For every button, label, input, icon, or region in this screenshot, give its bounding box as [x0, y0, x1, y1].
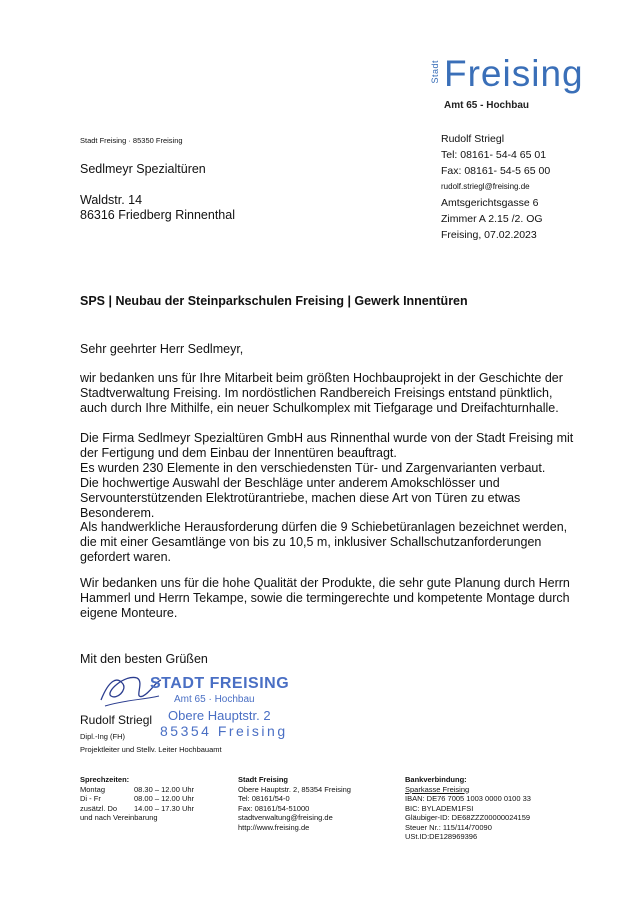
- paragraph-2a: Die Firma Sedlmeyr Spezialtüren GmbH aus Rinnenthal wurde von der Stadt Freising mit der Fertigung und dem Einbau der Innentüren beauftragt.: [80, 431, 574, 460]
- hours-day: Montag: [80, 784, 106, 794]
- hours-row: [80, 794, 194, 804]
- bank-vat-id: USt.ID:DE128969396: [405, 832, 478, 841]
- paragraph-1: wir bedanken uns für Ihre Mitarbeit beim größten Hochbauprojekt in der Geschichte der Stadtverwaltung Freising. Im nordöstlichen Randbereich Freisings entstand pünktlich, auch durch Ihre Mithilfe, ein neuer Schulkomplex mit Tiefgarage und Dreifachturnhalle.: [80, 371, 563, 415]
- contact-name: Rudolf Striegl: [441, 133, 505, 145]
- logo-department: Amt 65 - Hochbau: [444, 100, 530, 111]
- stamp-department: Amt 65 · Hochbau: [174, 694, 255, 705]
- city-fax: Fax: 08161/54-51000: [238, 803, 310, 813]
- stamp-city: 85354 Freising: [160, 723, 288, 739]
- hours-time: 08.30 – 12.00 Uhr: [134, 784, 195, 794]
- hours-row: [80, 804, 194, 814]
- bank-heading: Bankverbindung:: [405, 775, 467, 784]
- letter-date: Freising, 07.02.2023: [441, 229, 537, 241]
- logo-wordmark: Freising: [444, 53, 584, 94]
- recipient-city: 86316 Friedberg Rinnenthal: [80, 208, 235, 222]
- recipient-street: Waldstr. 14: [80, 193, 143, 207]
- city-email[interactable]: stadtverwaltung@freising.de: [238, 813, 333, 822]
- signer-title: Dipl.-Ing (FH): [80, 732, 126, 741]
- footer-office-hours: [80, 775, 194, 823]
- paragraph-2b: Es wurden 230 Elemente in den verschiedensten Tür- und Zargenvarianten verbaut.: [80, 461, 546, 475]
- hours-note: und nach Vereinbarung: [80, 813, 158, 822]
- signer-role: Projektleiter und Stellv. Leiter Hochbauamt: [80, 745, 222, 754]
- footer-city-info: [238, 775, 351, 832]
- contact-block: [441, 131, 550, 243]
- hours-time: 14.00 – 17.30 Uhr: [134, 803, 195, 813]
- hours-time: 08.00 – 12.00 Uhr: [134, 794, 195, 803]
- bank-name: Sparkasse Freising: [405, 784, 470, 794]
- signer-name: Rudolf Striegl: [80, 713, 153, 727]
- hours-heading: Sprechzeiten:: [80, 775, 130, 784]
- contact-address: Amtsgerichtsgasse 6: [441, 197, 539, 209]
- closing: Mit den besten Grüßen: [80, 652, 208, 666]
- contact-email[interactable]: rudolf.striegl@freising.de: [441, 182, 530, 191]
- city-logo: [430, 52, 615, 122]
- salutation: Sehr geehrter Herr Sedlmeyr,: [80, 342, 244, 356]
- paragraph-2d: Als handwerkliche Herausforderung dürfen die 9 Schiebetüranlagen bezeichnet werden, die mit einer Gesamtlänge von bis zu 10,5 m, inklusiver Schallschutzanforderungen gefordert waren.: [80, 520, 568, 564]
- paragraph-2c: Die hochwertige Auswahl der Beschläge unter anderem Amokschlösser und Servounterstützenden Elektrotürantriebe, machen diese Art von Türen zu etwas Besonderem.: [80, 476, 521, 520]
- logo-stadt-text: Stadt: [430, 60, 440, 84]
- footer-bank-info: [405, 775, 531, 842]
- stamp-street: Obere Hauptstr. 2: [168, 708, 271, 723]
- contact-tel: Tel: 08161- 54-4 65 01: [441, 149, 547, 161]
- hours-row: [80, 785, 194, 795]
- bank-tax-number: Steuer Nr.: 115/114/70090: [405, 822, 492, 832]
- contact-fax: Fax: 08161- 54-5 65 00: [441, 165, 551, 177]
- sender-return-line: Stadt Freising · 85350 Freising: [80, 136, 183, 145]
- stamp-title: STADT FREISING: [150, 675, 290, 692]
- recipient-name: Sedlmeyr Spezialtüren: [80, 162, 206, 176]
- bank-bic: BIC: BYLADEM1FSI: [405, 803, 474, 813]
- city-tel: Tel: 08161/54-0: [238, 794, 290, 803]
- paragraph-3: Wir bedanken uns für die hohe Qualität der Produkte, die sehr gute Planung durch Herrn Hammerl und Herrn Tekampe, sowie die termingerechte und kompetente Montage durch eigene Monteure.: [80, 576, 570, 620]
- hours-day: zusätzl. Do: [80, 803, 118, 813]
- contact-room: Zimmer A 2.15 /2. OG: [441, 213, 543, 225]
- city-website[interactable]: http://www.freising.de: [238, 822, 310, 832]
- hours-day: Di - Fr: [80, 794, 101, 803]
- city-address: Obere Hauptstr. 2, 85354 Freising: [238, 784, 351, 794]
- bank-iban: IBAN: DE76 7005 1003 0000 0100 33: [405, 794, 531, 803]
- bank-creditor-id: Gläubiger-ID: DE68ZZZ00000024159: [405, 813, 531, 822]
- letter-subject: SPS | Neubau der Steinparkschulen Freising | Gewerk Innentüren: [80, 294, 468, 308]
- city-heading: Stadt Freising: [238, 775, 289, 784]
